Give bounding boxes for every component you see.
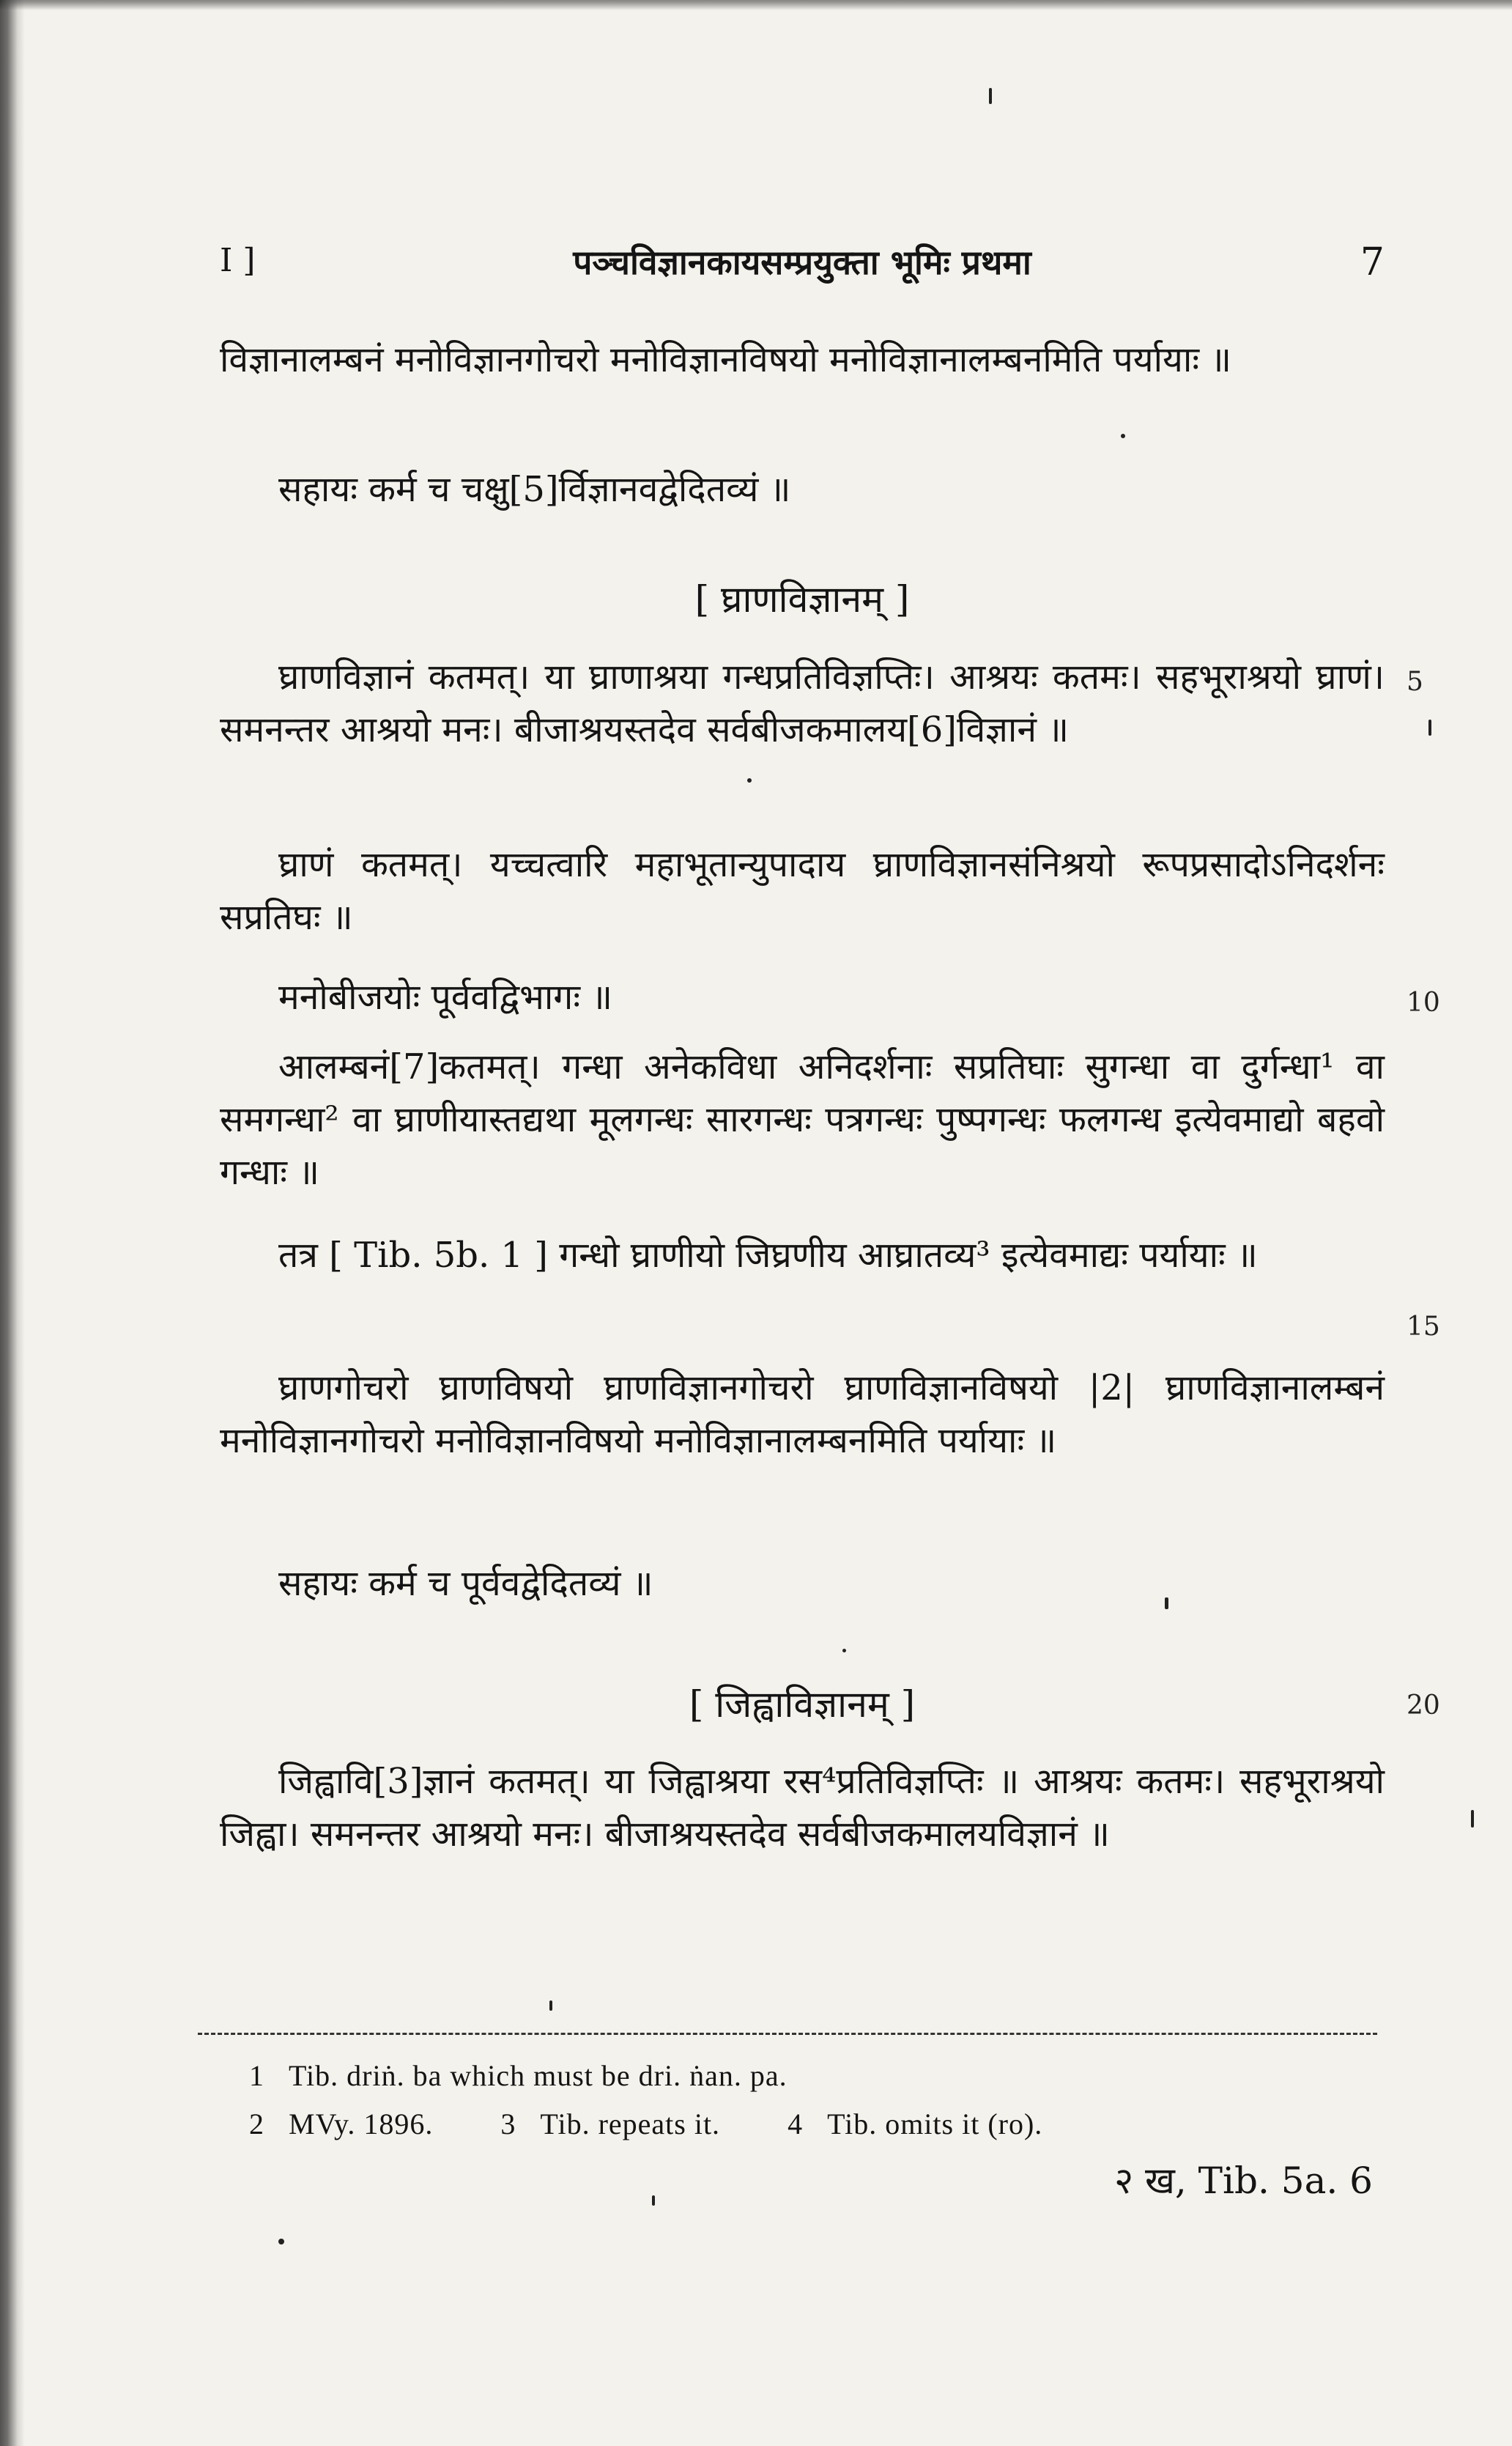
footnote-number: 2 <box>249 2107 264 2140</box>
scan-speck <box>1121 434 1125 438</box>
page-edge-shadow-left <box>0 0 25 2446</box>
scan-speck <box>842 1649 846 1652</box>
paragraph-6: आलम्बनं[7]कतमत्। गन्धा अनेकविधा अनिदर्शनाः सप्रतिघाः सुगन्धा वा दुर्गन्धा¹ वा समगन्धा² वा घ्राणीयास्तद्यथा मूलगन्धः सारगन्धः पत्रगन्धः पुष्पगन्धः फलगन्ध इत्येवमाद्यो बहवो गन्धाः ॥ <box>220 1046 1385 1193</box>
footnote-1 <box>249 2052 1377 2100</box>
paragraph-9: सहायः कर्म च पूर्ववद्वेदितव्यं ॥ <box>278 1563 653 1604</box>
footnote-row-2 <box>249 2100 1377 2148</box>
scan-speck <box>747 778 752 783</box>
section-mark: I ] <box>220 242 256 279</box>
footnote-number: 4 <box>788 2107 804 2140</box>
footnote-text: Tib. omits it (ro). <box>827 2107 1043 2140</box>
scan-speck <box>652 2195 655 2206</box>
paragraph-8: घ्राणगोचरो घ्राणविषयो घ्राणविज्ञानगोचरो घ्राणविज्ञानविषयो |2| घ्राणविज्ञानालम्बनं मनोविज्ञानगोचरो मनोविज्ञानविषयो मनोविज्ञानालम्बनमिति पर्यायाः ॥ <box>220 1367 1385 1461</box>
scan-speck <box>278 2239 284 2244</box>
section-heading-jihva: [ जिह्वाविज्ञानम् ] <box>689 1683 916 1726</box>
paragraph-7: तत्र [ Tib. 5b. 1 ] गन्धो घ्राणीयो जिघ्रणीय आघ्रातव्य³ इत्येवमाद्यः पर्यायाः ॥ <box>278 1235 1258 1276</box>
line-number-15: 15 <box>1407 1312 1440 1342</box>
paragraph-10: जिह्वावि[3]ज्ञानं कतमत्। या जिह्वाश्रया रस⁴प्रतिविज्ञप्तिः ॥ आश्रयः कतमः। सहभूराश्रयो जिह्वा। समनन्तर आश्रयो मनः। बीजाश्रयस्तदेव सर्वबीजकमालयविज्ञानं ॥ <box>220 1761 1385 1855</box>
section-heading-ghrana: [ घ्राणविज्ञानम् ] <box>694 578 910 621</box>
page-edge-shadow-top <box>0 0 1512 10</box>
page-number: 7 <box>1360 240 1385 284</box>
paragraph-5: मनोबीजयोः पूर्ववद्विभागः ॥ <box>278 977 613 1018</box>
footnote-text: Tib. repeats it. <box>540 2107 721 2140</box>
footnote-number: 3 <box>500 2107 516 2140</box>
line-number-5: 5 <box>1407 667 1423 697</box>
footnote-divider <box>198 2033 1377 2035</box>
paragraph-1: विज्ञानालम्बनं मनोविज्ञानगोचरो मनोविज्ञानविषयो मनोविज्ञानालम्बनमिति पर्यायाः ॥ <box>220 339 1232 380</box>
scan-speck <box>549 2000 552 2011</box>
footnote-text: Tib. driṅ. ba which must be dri. ṅan. pa. <box>289 2059 788 2092</box>
footnote-text: MVy. 1896. <box>289 2107 434 2140</box>
footnotes <box>249 2052 1377 2148</box>
running-title: पञ्चविज्ञानकायसम्प्रयुक्ता भूमिः प्रथमा <box>573 243 1031 282</box>
scan-speck <box>1428 720 1431 736</box>
line-number-10: 10 <box>1407 988 1440 1018</box>
paragraph-3: घ्राणविज्ञानं कतमत्। या घ्राणाश्रया गन्धप्रतिविज्ञप्तिः। आश्रयः कतमः। सहभूराश्रयो घ्राणं। समनन्तर आश्रयो मनः। बीजाश्रयस्तदेव सर्वबीजकमालय[6]विज्ञानं ॥ <box>220 657 1385 750</box>
footnote-number: 1 <box>249 2059 264 2092</box>
scan-speck <box>989 88 992 104</box>
scan-speck <box>1471 1810 1474 1828</box>
running-header <box>220 234 1385 293</box>
paragraph-4: घ्राणं कतमत्। यच्चत्वारि महाभूतान्युपादाय घ्राणविज्ञानसंनिश्रयो रूपप्रसादोऽनिदर्शनः सप्रतिघः ॥ <box>220 844 1385 938</box>
line-number-20: 20 <box>1407 1691 1440 1721</box>
collation-note: २ ख, Tib. 5a. 6 <box>1114 2159 1373 2202</box>
scan-speck <box>1165 1597 1168 1609</box>
paragraph-2: सहायः कर्म च चक्षु[5]र्विज्ञानवद्वेदितव्यं ॥ <box>278 469 791 510</box>
